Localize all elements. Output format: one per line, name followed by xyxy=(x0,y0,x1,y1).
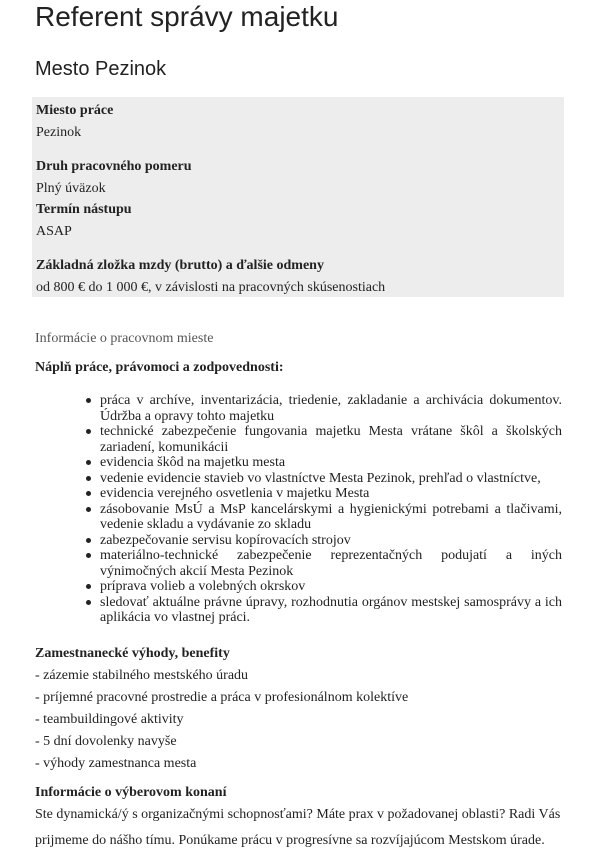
employment-type-value: Plný úväzok xyxy=(36,181,106,196)
duty-item: práca v archíve, inventarizácia, triedenie, zakladanie a archivácia dokumentov. Údržba a opravy tohto majetku xyxy=(86,393,562,424)
selection-heading: Informácie o výberovom konaní xyxy=(35,785,227,800)
job-summary-box xyxy=(32,97,564,297)
salary-value: od 800 € do 1 000 €, v závislosti na pracovných skúsenostiach xyxy=(36,280,386,295)
benefit-item: - 5 dní dovolenky navyše xyxy=(35,734,177,749)
employment-type-label: Druh pracovného pomeru xyxy=(36,159,192,174)
location-label: Miesto práce xyxy=(36,103,114,118)
duties-list xyxy=(86,393,562,626)
duty-item: evidencia škôd na majetku mesta xyxy=(86,455,562,471)
benefit-item: - teambuildingové aktivity xyxy=(35,712,184,727)
selection-text: Ste dynamická/ý s organizačnými schopnosťami? Máte prax v požadovanej oblasti? Radi Vás prijmeme do nášho tímu. Ponúkame prácu v progresívne sa rozvíjajúcom Mestskom úrade. xyxy=(35,807,561,848)
benefit-item: - zázemie stabilného mestského úradu xyxy=(35,668,249,683)
duty-item: príprava volieb a volebných okrskov xyxy=(86,579,562,595)
duty-item: sledovať aktuálne právne úpravy, rozhodnutia orgánov mestskej samosprávy a ich aplikácia vo vlastnej práci. xyxy=(86,595,562,626)
duty-item: zásobovanie MsÚ a MsP kancelárskymi a hygienickými potrebami a tlačivami, vedenie skladu a vydávanie zo skladu xyxy=(86,502,562,533)
salary-label: Základná zložka mzdy (brutto) a ďalšie odmeny xyxy=(36,258,324,273)
start-date-value: ASAP xyxy=(36,224,72,239)
location-value: Pezinok xyxy=(36,125,82,140)
duty-item: zabezpečovanie servisu kopírovacích strojov xyxy=(86,533,562,549)
benefit-item: - príjemné pracovné prostredie a práca v profesionálnom kolektíve xyxy=(35,690,409,705)
start-date-label: Termín nástupu xyxy=(36,202,132,217)
benefits-heading: Zamestnanecké výhody, benefity xyxy=(35,646,230,661)
section-caption: Informácie o pracovnom mieste xyxy=(35,331,214,346)
duty-item: materiálno-technické zabezpečenie reprezentačných podujatí a iných výnimočných akcií Mesta Pezinok xyxy=(86,548,562,579)
duty-item: vedenie evidencie stavieb vo vlastníctve Mesta Pezinok, prehľad o vlastníctve, xyxy=(86,471,562,487)
employer-name: Mesto Pezinok xyxy=(35,58,167,80)
benefit-item: - výhody zamestnanca mesta xyxy=(35,756,197,771)
duty-item: technické zabezpečenie fungovania majetku Mesta vrátane škôl a školských zariadení, komunikácii xyxy=(86,424,562,455)
duties-heading: Náplň práce, právomoci a zodpovednosti: xyxy=(35,360,284,375)
duty-item: evidencia verejného osvetlenia v majetku Mesta xyxy=(86,486,562,502)
job-title: Referent správy majetku xyxy=(35,1,339,32)
